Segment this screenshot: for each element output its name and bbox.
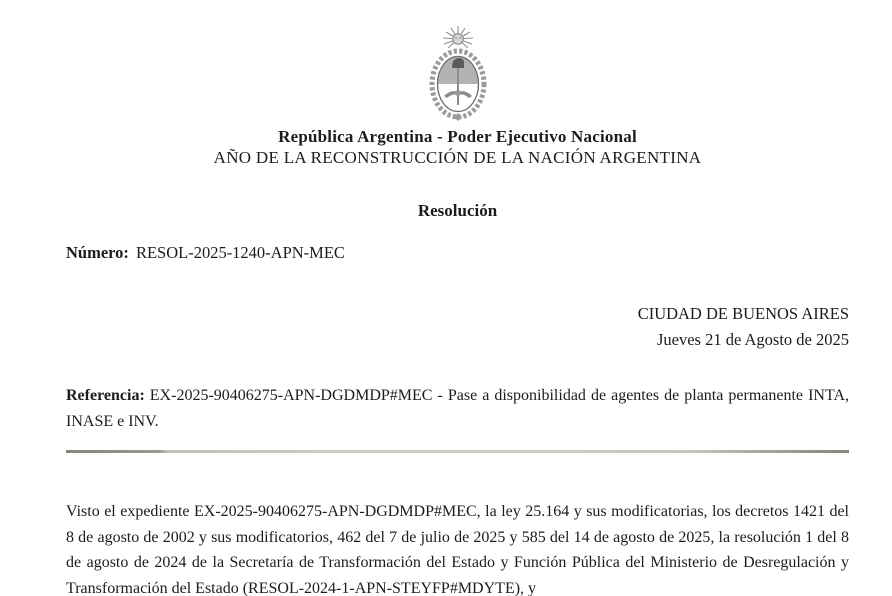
reference-block xyxy=(66,383,849,435)
reference-label: Referencia: xyxy=(66,387,145,404)
section-divider xyxy=(66,450,849,453)
date-line: Jueves 21 de Agosto de 2025 xyxy=(656,330,849,349)
number-label: Número: xyxy=(66,243,129,262)
reference-text: EX-2025-90406275-APN-DGDMDP#MEC - Pase a disponibilidad de agentes de planta permanente INTA, INASE e INV. xyxy=(66,387,849,430)
emblem-container xyxy=(66,0,849,122)
place-date-block xyxy=(66,301,849,353)
number-value: RESOL-2025-1240-APN-MEC xyxy=(135,243,345,262)
argentina-coat-of-arms-icon xyxy=(408,26,508,122)
body-paragraph: Visto el expediente EX-2025-90406275-APN-DGDMDP#MEC, la ley 25.164 y sus modificatorias, los decretos 1421 del 8 de agosto de 2002 y sus modificatorios, 462 del 7 de julio de 2025 y 585 del 14 de agosto de 2025, la resolución 1 del 8 de agosto de 2024 de la Secretaría de Transformación del Estado y Función Pública del Ministerio de Desregulación y Transformación del Estado (RESOL-2024-1-APN-STEYFP#MDYTE), y xyxy=(66,503,849,596)
doc-type-title: Resolución xyxy=(417,201,498,220)
city-line: CIUDAD DE BUENOS AIRES xyxy=(637,304,849,323)
number-line xyxy=(66,243,849,263)
header-republic-line: República Argentina - Poder Ejecutivo Nacional xyxy=(278,127,637,146)
header-year-line: AÑO DE LA RECONSTRUCCIÓN DE LA NACIÓN ARGENTINA xyxy=(213,148,702,167)
